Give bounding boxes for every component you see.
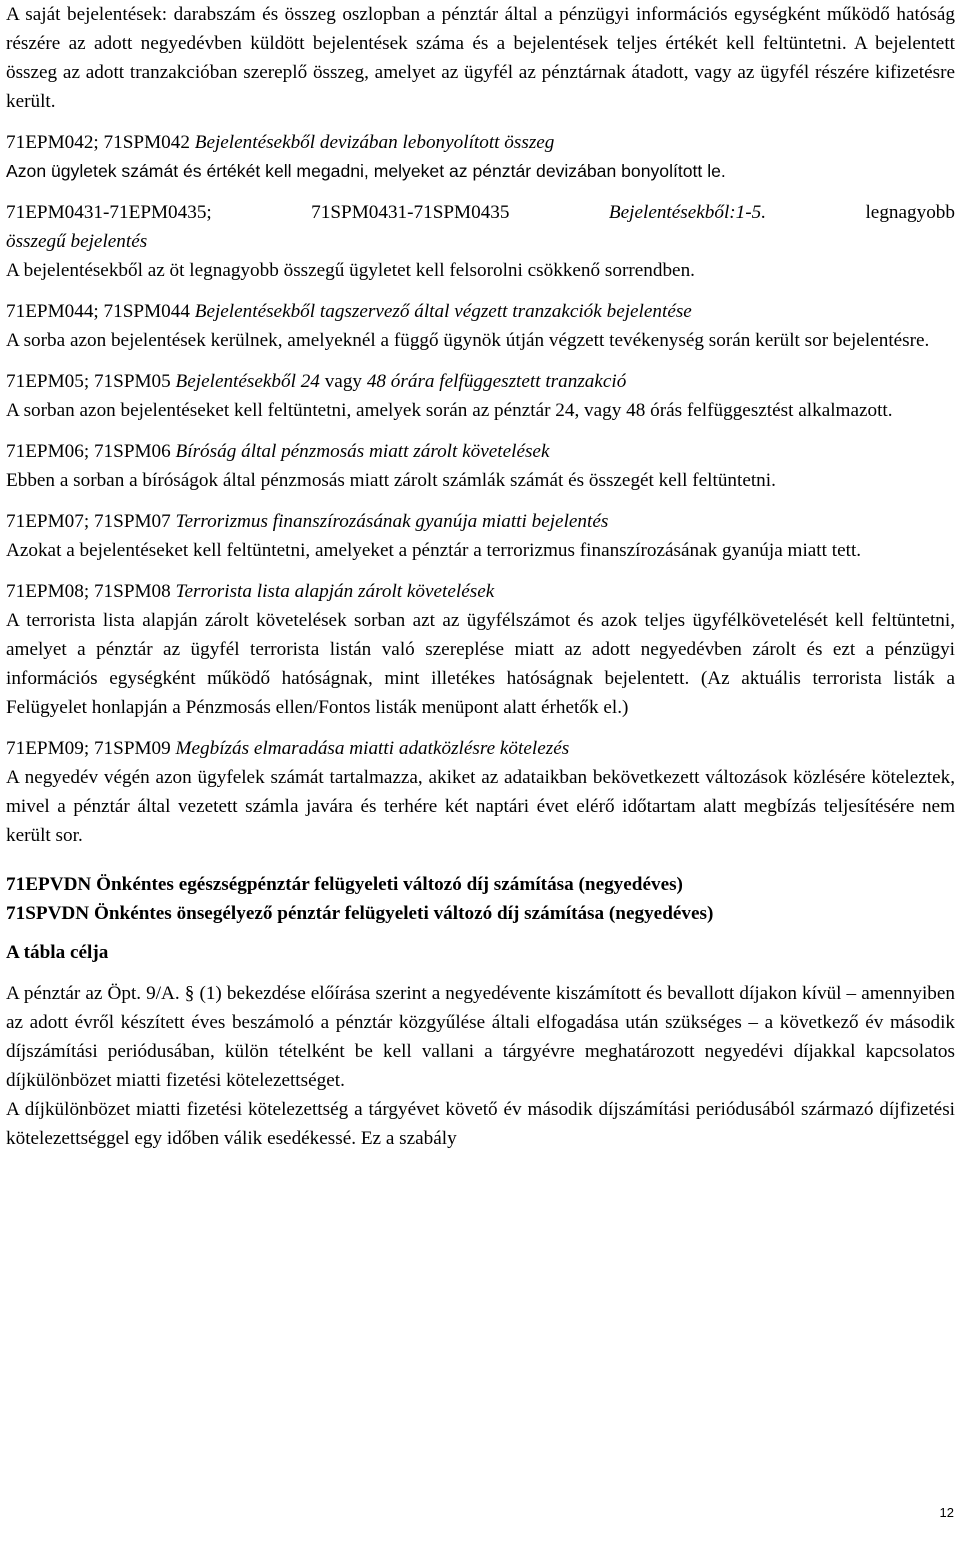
- section-title: Bejelentésekből 24: [175, 371, 320, 392]
- section-code: 71EPM044; 71SPM044: [6, 301, 190, 322]
- purpose-paragraph: A díjkülönbözet miatti fizetési kötelezettség a tárgyévet követő év második díjszámítási periódusából származó díjfizetési kötelezettséggel egy időben válik esedékessé. Ez a szabály: [6, 1099, 955, 1149]
- section-body: Ebben a sorban a bíróságok által pénzmosás miatt zárolt számlák számát és összegét kell feltüntetni.: [6, 470, 776, 491]
- subheading-purpose: A tábla célja: [6, 942, 109, 963]
- section-code: 71EPM08; 71SPM08: [6, 581, 171, 602]
- section-title: 48 órára felfüggesztett tranzakció: [366, 371, 627, 392]
- section-heading: [6, 367, 955, 396]
- purpose-paragraph: A pénztár az Öpt. 9/A. § (1) bekezdése előírása szerint a negyedévente kiszámított és bevallott díjakon kívül – amennyiben az adott évről készített éves beszámoló a pénztár közgyűlése általi elfogadása után szükséges – a következő év második díjszámítási periódusában, külön tételként be kell vallani a tárgyévre meghatározott negyedévi díjakkal kapcsolatos díjkülönbözet miatti fizetési kötelezettséget.: [6, 983, 955, 1091]
- section-code: 71EPM05; 71SPM05: [6, 371, 171, 392]
- section-heading: [6, 577, 955, 606]
- section-heading: [6, 128, 955, 157]
- section-heading: [6, 198, 955, 227]
- section-code: 71EPM06; 71SPM06: [6, 441, 171, 462]
- intro-paragraph: A saját bejelentések: darabszám és összeg oszlopban a pénztár által a pénzügyi információs egységként működő hatóság részére az adott negyedévben küldött bejelentések száma és a bejelentések teljes értékét kell feltüntetni. A bejelentett összeg az adott tranzakcióban szereplő összeg, amelyet az ügyfél az pénztárnak átadott, vagy az ügyfél részére kifizetésre került.: [6, 4, 955, 112]
- section-title: Terrorista lista alapján zárolt követelések: [175, 581, 495, 602]
- section-title: Terrorizmus finanszírozásának gyanúja miatti bejelentés: [175, 511, 609, 532]
- section-heading: [6, 734, 955, 763]
- section-heading: [6, 507, 955, 536]
- section-body: A bejelentésekből az öt legnagyobb összegű ügyletet kell felsorolni csökkenő sorrendben.: [6, 260, 695, 281]
- section-body: A terrorista lista alapján zárolt követelések sorban azt az ügyfélszámot és azok teljes ügyfélkövetelését kell feltüntetni, amelyet a pénztár az ügyfél terrorista listán való szereplése miatt az adott negyedévben zárolt és ezt a pénzügyi információs egységként működő hatóságnak, mint illetékes hatóságnak bejelentett. (Az aktuális terrorista listák a Felügyelet honlapján a Pénzmosás ellen/Fontos listák menüpont alatt érhetők el.): [6, 610, 955, 718]
- section-body: Azokat a bejelentéseket kell feltüntetni, amelyeket a pénztár a terrorizmus finanszírozásának gyanúja miatt tett.: [6, 540, 862, 561]
- section-body: Azon ügyletek számát és értékét kell megadni, melyeket az pénztár devizában bonyolított le.: [6, 161, 726, 181]
- section-title-word: legnagyobb: [865, 202, 955, 223]
- section-body: A negyedév végén azon ügyfelek számát tartalmazza, akiket az adataikban bekövetkezett változások közlésére köteleztek, mivel a pénztár által vezetett számla javára és terhére két naptári évet elérő időtartam alatt megbízás teljesítésére nem került sor.: [6, 767, 955, 846]
- section-title: összegű bejelentés: [6, 231, 148, 252]
- section-title-word: vagy: [324, 371, 363, 392]
- section-heading: [6, 437, 955, 466]
- section-heading-continued: [6, 227, 955, 256]
- page-number: 12: [939, 1505, 954, 1520]
- section-title: Bejelentésekből tagszervező által végzett tranzakciók bejelentése: [194, 301, 692, 322]
- section-code: 71EPM042; 71SPM042: [6, 132, 190, 153]
- section-title: Bejelentésekből:1-5.: [608, 202, 767, 223]
- section-heading: [6, 297, 955, 326]
- section-title: Megbízás elmaradása miatti adatközlésre kötelezés: [175, 738, 570, 759]
- section-title: Bejelentésekből devizában lebonyolított összeg: [194, 132, 555, 153]
- section-code: 71EPM07; 71SPM07: [6, 511, 171, 532]
- section-code: 71EPM09; 71SPM09: [6, 738, 171, 759]
- section-title: Bíróság által pénzmosás miatt zárolt követelések: [175, 441, 550, 462]
- table-heading-epvdn: 71EPVDN Önkéntes egészségpénztár felügyeleti változó díj számítása (negyedéves): [6, 874, 683, 895]
- table-heading-spvdn: 71SPVDN Önkéntes önsegélyező pénztár felügyeleti változó díj számítása (negyedéves): [6, 903, 714, 924]
- section-body: A sorban azon bejelentéseket kell feltüntetni, amelyek során az pénztár 24, vagy 48 órás felfüggesztést alkalmazott.: [6, 400, 893, 421]
- section-code: 71SPM0431-71SPM0435: [311, 202, 510, 223]
- section-code: 71EPM0431-71EPM0435;: [6, 202, 212, 223]
- section-body: A sorba azon bejelentések kerülnek, amelyeknél a függő ügynök útján végzett tevékenység során került sor bejelentésre.: [6, 330, 930, 351]
